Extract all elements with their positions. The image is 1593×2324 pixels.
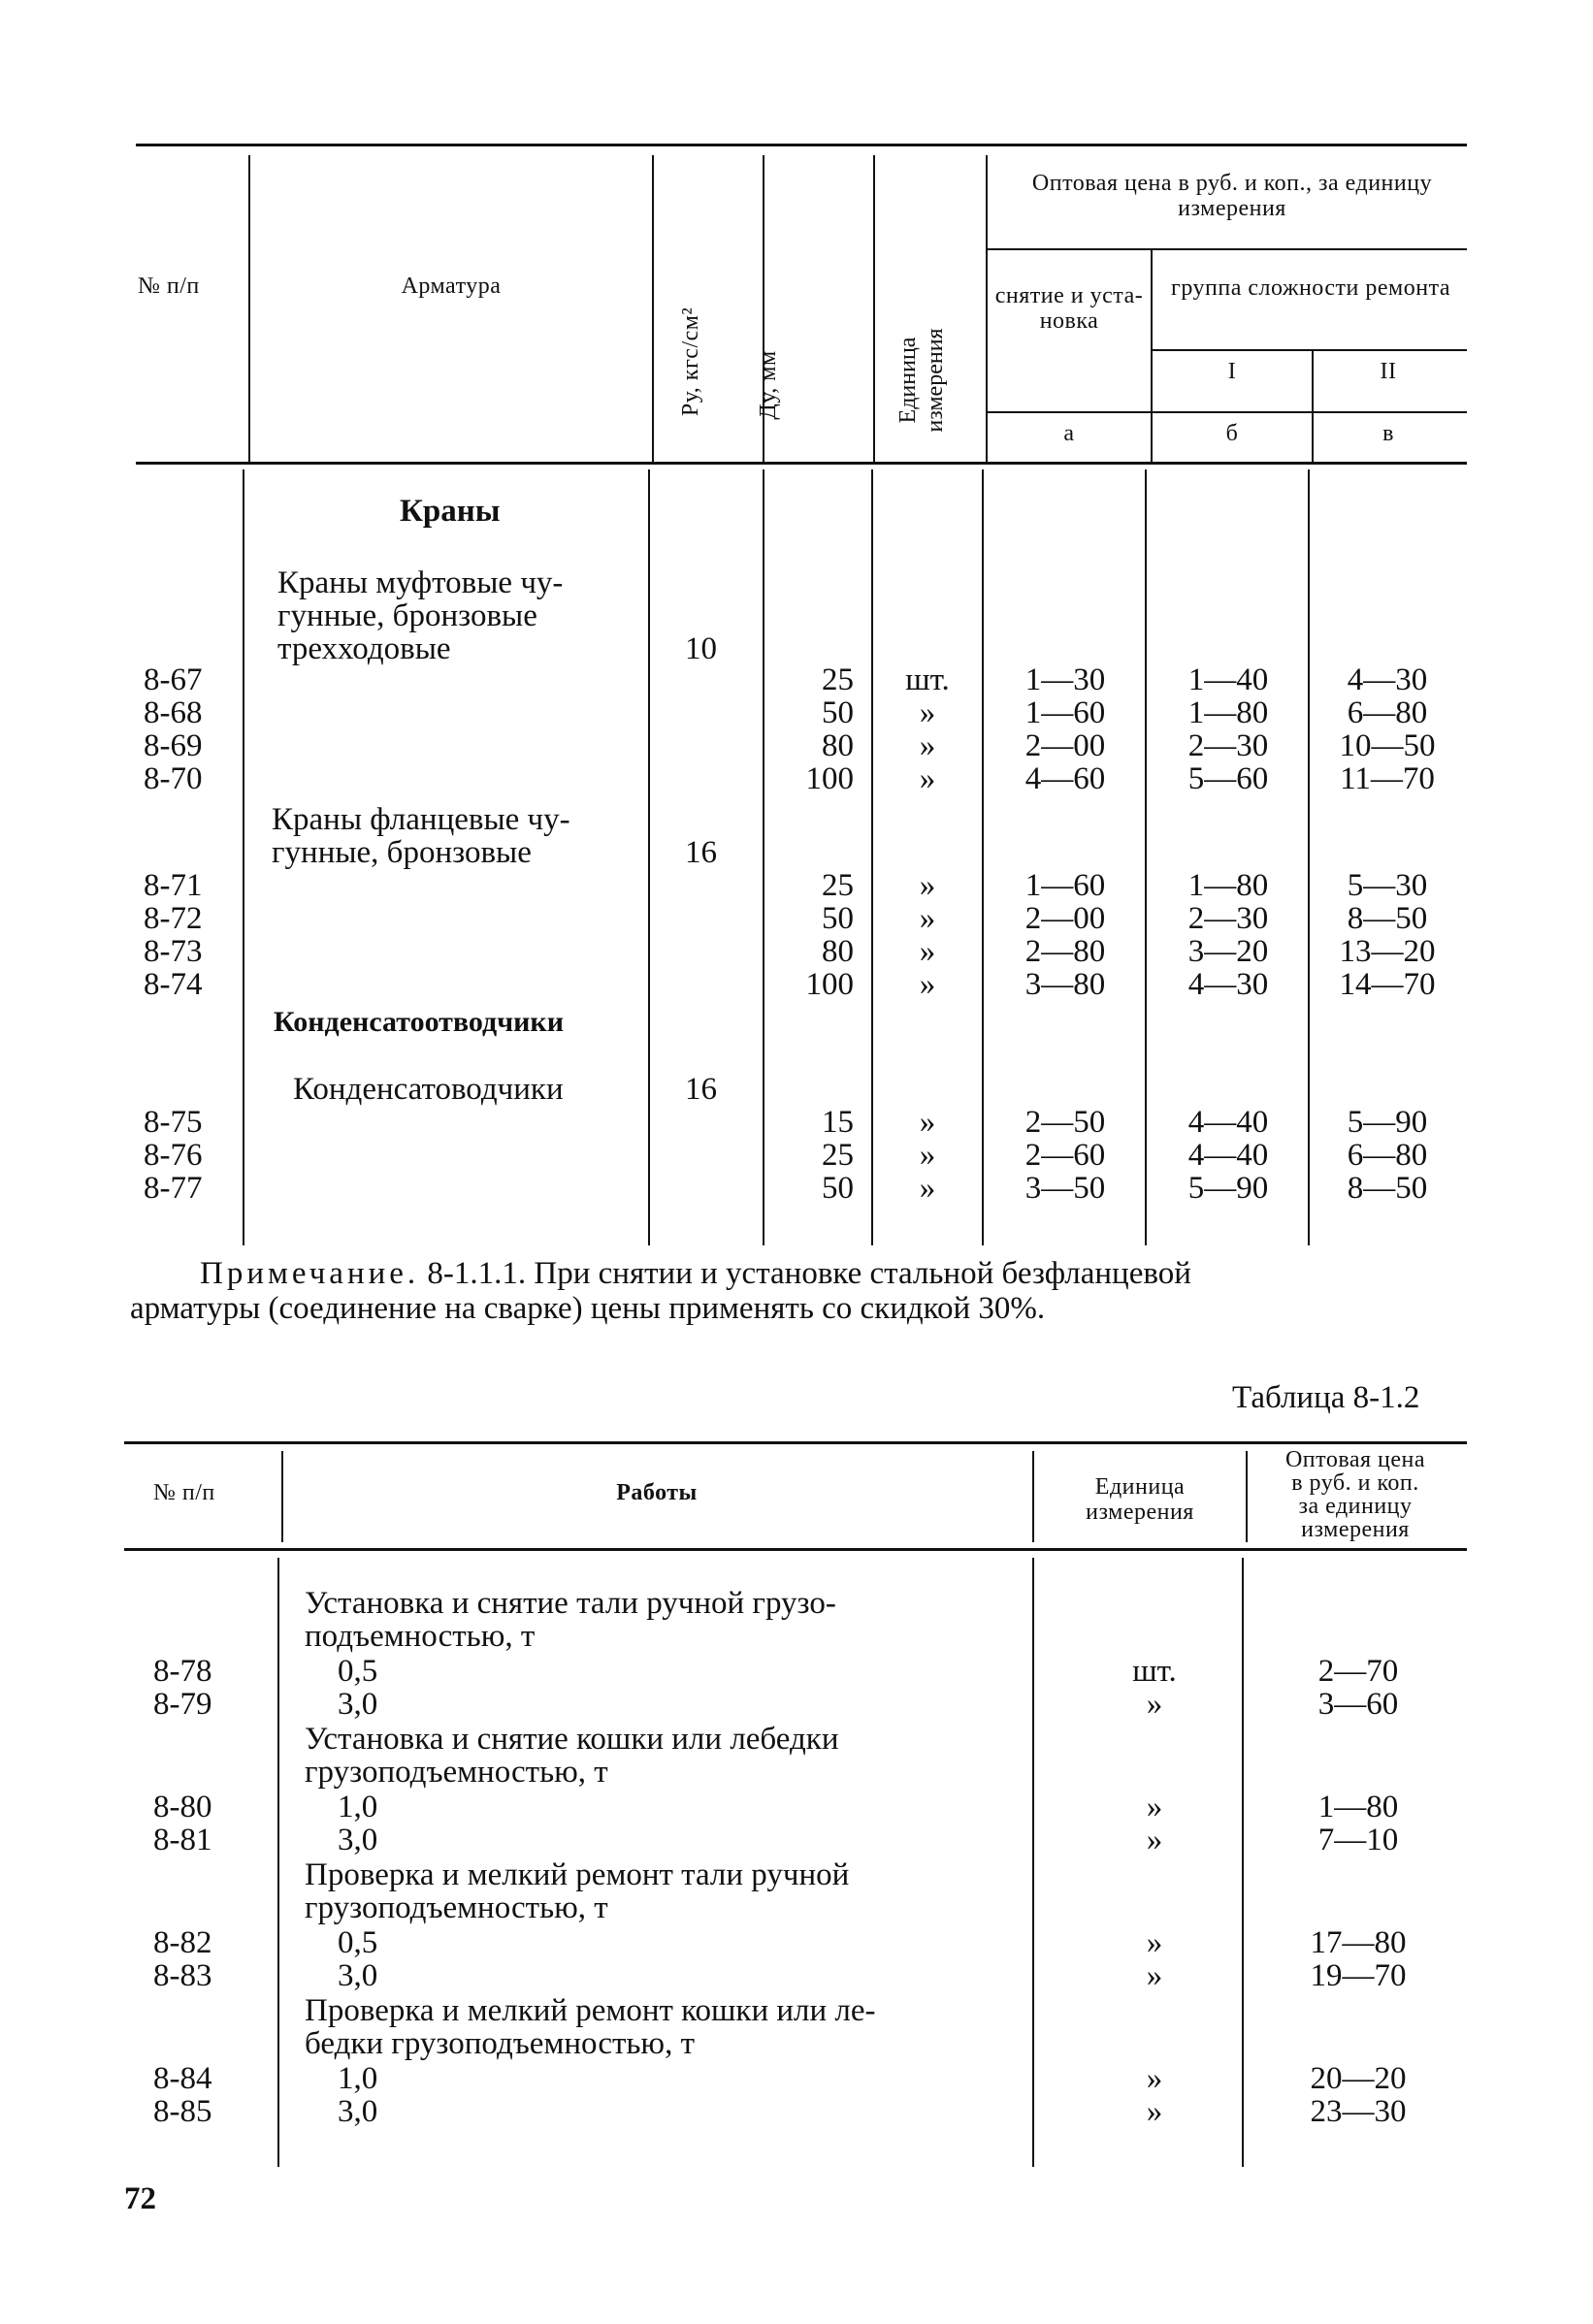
row-unit: » <box>1146 1958 1163 1993</box>
row-num: 8-68 <box>144 695 203 730</box>
t2-group4-line1: Проверка и мелкий ремонт кошки или ле- <box>305 1993 876 2028</box>
header-group-ii: II <box>1380 359 1397 384</box>
row-price-a: 3—80 <box>1024 967 1106 1002</box>
row-dy: 25 <box>822 662 854 697</box>
row-capacity: 3,0 <box>338 1687 378 1722</box>
row-dy: 80 <box>822 728 854 763</box>
row-capacity: 0,5 <box>338 1925 378 1960</box>
row-num: 8-79 <box>153 1687 212 1722</box>
col-divider <box>1242 1558 1244 2167</box>
row-capacity: 3,0 <box>338 1823 378 1857</box>
row-price: 20—20 <box>1310 2061 1407 2096</box>
header-snyatie: снятие и уста-новка <box>994 283 1144 334</box>
row-num: 8-81 <box>153 1823 212 1857</box>
col-divider <box>873 155 875 462</box>
row-price-b: 1—80 <box>1187 695 1269 730</box>
row-unit: » <box>919 728 936 763</box>
row-price-b: 1—40 <box>1187 662 1269 697</box>
row-unit: шт. <box>1132 1654 1177 1689</box>
row-price-v: 6—80 <box>1347 695 1428 730</box>
row-unit: » <box>919 761 936 796</box>
krany-muft-py: 10 <box>685 631 717 666</box>
table-2-caption: Таблица 8-1.2 <box>1232 1380 1420 1415</box>
row-price-v: 4—30 <box>1347 662 1428 697</box>
note-line1: 8-1.1.1. При снятии и установке стальной безфланцевой <box>427 1256 1191 1291</box>
col-divider <box>648 469 650 1245</box>
row-dy: 100 <box>805 761 854 796</box>
col-divider <box>1151 248 1153 462</box>
row-num: 8-82 <box>153 1925 212 1960</box>
row-dy: 50 <box>822 1171 854 1206</box>
row-price-b: 4—40 <box>1187 1105 1269 1140</box>
row-num: 8-69 <box>144 728 203 763</box>
row-capacity: 3,0 <box>338 2094 378 2129</box>
col-divider <box>982 469 984 1245</box>
col-divider <box>248 155 250 462</box>
row-price-a: 2—50 <box>1024 1105 1106 1140</box>
row-price-a: 3—50 <box>1024 1171 1106 1206</box>
section-krany: Краны <box>400 494 501 529</box>
row-dy: 100 <box>805 967 854 1002</box>
col-divider <box>871 469 873 1245</box>
row-price-b: 3—20 <box>1187 934 1269 969</box>
row-price-a: 1—30 <box>1024 662 1106 697</box>
row-unit: » <box>1146 2061 1163 2096</box>
row-price-b: 5—90 <box>1187 1171 1269 1206</box>
t2-header-num: № п/п <box>153 1480 215 1505</box>
header-unit: Единица измерения <box>895 328 948 433</box>
row-num: 8-77 <box>144 1171 203 1206</box>
t2-group2-line2: грузоподъемностью, т <box>305 1755 608 1790</box>
row-price-a: 1—60 <box>1024 695 1106 730</box>
col-divider <box>1145 469 1147 1245</box>
t2-group1-line2: подъемностью, т <box>305 1619 536 1654</box>
row-unit: » <box>919 934 936 969</box>
col-divider <box>243 469 244 1245</box>
row-price-v: 5—30 <box>1347 868 1428 903</box>
table-2-top-rule <box>124 1441 1467 1444</box>
t2-group4-line2: бедки грузоподъемностью, т <box>305 2026 696 2061</box>
table-1-top-rule <box>136 144 1467 146</box>
t2-header-price-2: в руб. и коп. <box>1291 1470 1419 1496</box>
table-2-header-rule <box>124 1548 1467 1551</box>
page-number: 72 <box>124 2181 156 2216</box>
row-unit: » <box>919 868 936 903</box>
row-dy: 80 <box>822 934 854 969</box>
header-col-a: а <box>1063 421 1075 446</box>
row-price: 3—60 <box>1317 1687 1399 1722</box>
section-kondens: Конденсатоотводчики <box>274 1006 564 1038</box>
row-unit: » <box>919 695 936 730</box>
row-num: 8-78 <box>153 1654 212 1689</box>
header-col-v: в <box>1382 421 1394 446</box>
kondens-item: Конденсатоводчики <box>293 1072 564 1107</box>
row-unit: шт. <box>905 662 950 697</box>
row-unit: » <box>1146 1925 1163 1960</box>
header-num: № п/п <box>138 274 200 299</box>
row-price-b: 2—30 <box>1187 901 1269 936</box>
row-num: 8-73 <box>144 934 203 969</box>
krany-muft-line2: гунные, бронзовые <box>277 598 537 633</box>
rule-roman-under <box>986 411 1467 413</box>
row-price-b: 4—30 <box>1187 967 1269 1002</box>
row-price-b: 5—60 <box>1187 761 1269 796</box>
row-price: 17—80 <box>1310 1925 1407 1960</box>
row-unit: » <box>1146 1790 1163 1824</box>
t2-header-price-3: за единицу <box>1298 1494 1413 1519</box>
note-label: Примечание. <box>200 1256 420 1291</box>
row-unit: » <box>1146 2094 1163 2129</box>
row-num: 8-76 <box>144 1138 203 1173</box>
row-price-v: 5—90 <box>1347 1105 1428 1140</box>
row-unit: » <box>919 1138 936 1173</box>
row-price: 19—70 <box>1310 1958 1407 1993</box>
row-unit: » <box>919 967 936 1002</box>
note-line2: арматуры (соединение на сварке) цены применять со скидкой 30%. <box>130 1291 1046 1326</box>
t2-header-price-1: Оптовая цена <box>1284 1447 1426 1472</box>
header-group-i: I <box>1227 359 1237 384</box>
row-num: 8-83 <box>153 1958 212 1993</box>
row-unit: » <box>919 901 936 936</box>
krany-muft-line3: трехходовые <box>277 631 451 666</box>
row-num: 8-75 <box>144 1105 203 1140</box>
row-capacity: 1,0 <box>338 1790 378 1824</box>
t2-group2-line1: Установка и снятие кошки или лебедки <box>305 1722 839 1757</box>
krany-flan-py: 16 <box>685 835 717 870</box>
t2-header-raboty: Работы <box>616 1480 698 1505</box>
row-price-v: 14—70 <box>1339 967 1436 1002</box>
col-divider <box>1032 1558 1034 2167</box>
row-unit: » <box>1146 1687 1163 1722</box>
t2-group3-line2: грузоподъемностью, т <box>305 1890 608 1925</box>
rule-price-under <box>986 248 1467 250</box>
row-price-v: 11—70 <box>1340 761 1435 796</box>
col-divider <box>763 469 764 1245</box>
row-price-a: 2—00 <box>1024 901 1106 936</box>
row-price-v: 13—20 <box>1339 934 1436 969</box>
row-price-a: 4—60 <box>1024 761 1106 796</box>
row-dy: 25 <box>822 1138 854 1173</box>
col-divider <box>1032 1451 1034 1542</box>
header-dy: Ду, мм <box>756 350 781 420</box>
row-price: 23—30 <box>1310 2094 1407 2129</box>
krany-flan-line1: Краны фланцевые чу- <box>272 802 570 837</box>
row-num: 8-71 <box>144 868 203 903</box>
row-num: 8-67 <box>144 662 203 697</box>
rule-gruppa-under <box>1151 349 1467 351</box>
krany-muft-line1: Краны муфтовые чу- <box>277 565 564 600</box>
col-divider <box>986 155 988 462</box>
row-num: 8-72 <box>144 901 203 936</box>
t2-group3-line1: Проверка и мелкий ремонт тали ручной <box>305 1857 850 1892</box>
row-price-a: 1—60 <box>1024 868 1106 903</box>
col-divider <box>277 1558 279 2167</box>
row-unit: » <box>1146 1823 1163 1857</box>
row-capacity: 1,0 <box>338 2061 378 2096</box>
t2-group1-line1: Установка и снятие тали ручной грузо- <box>305 1586 836 1621</box>
row-price-b: 4—40 <box>1187 1138 1269 1173</box>
row-num: 8-70 <box>144 761 203 796</box>
row-num: 8-84 <box>153 2061 212 2096</box>
row-capacity: 0,5 <box>338 1654 378 1689</box>
col-divider <box>1312 349 1314 462</box>
row-dy: 50 <box>822 901 854 936</box>
row-num: 8-85 <box>153 2094 212 2129</box>
row-price-a: 2—80 <box>1024 934 1106 969</box>
row-dy: 25 <box>822 868 854 903</box>
row-price-a: 2—60 <box>1024 1138 1106 1173</box>
header-col-b: б <box>1225 421 1239 446</box>
row-price-b: 2—30 <box>1187 728 1269 763</box>
row-price-v: 8—50 <box>1347 1171 1428 1206</box>
t2-header-price-4: измерения <box>1301 1517 1410 1542</box>
row-price-v: 6—80 <box>1347 1138 1428 1173</box>
row-price-a: 2—00 <box>1024 728 1106 763</box>
t2-header-unit-2: измерения <box>1086 1500 1194 1525</box>
row-dy: 15 <box>822 1105 854 1140</box>
header-armatura: Арматура <box>401 274 502 299</box>
col-divider <box>652 155 654 462</box>
row-num: 8-74 <box>144 967 203 1002</box>
col-divider <box>1308 469 1310 1245</box>
row-num: 8-80 <box>153 1790 212 1824</box>
row-price: 7—10 <box>1317 1823 1399 1857</box>
t2-header-unit-1: Единица <box>1094 1474 1186 1500</box>
header-price-top: Оптовая цена в руб. и коп., за единицу измерения <box>1031 171 1433 221</box>
kondens-py: 16 <box>685 1072 717 1107</box>
row-dy: 50 <box>822 695 854 730</box>
header-gruppa: группа сложности ремонта <box>1170 275 1451 301</box>
krany-flan-line2: гунные, бронзовые <box>272 835 532 870</box>
row-price: 2—70 <box>1317 1654 1399 1689</box>
row-price-v: 10—50 <box>1339 728 1436 763</box>
row-capacity: 3,0 <box>338 1958 378 1993</box>
table-1-header-rule <box>136 462 1467 465</box>
row-price-v: 8—50 <box>1347 901 1428 936</box>
row-price: 1—80 <box>1317 1790 1399 1824</box>
row-unit: » <box>919 1105 936 1140</box>
header-py: Pу, кгс/см² <box>678 307 703 417</box>
row-price-b: 1—80 <box>1187 868 1269 903</box>
row-unit: » <box>919 1171 936 1206</box>
